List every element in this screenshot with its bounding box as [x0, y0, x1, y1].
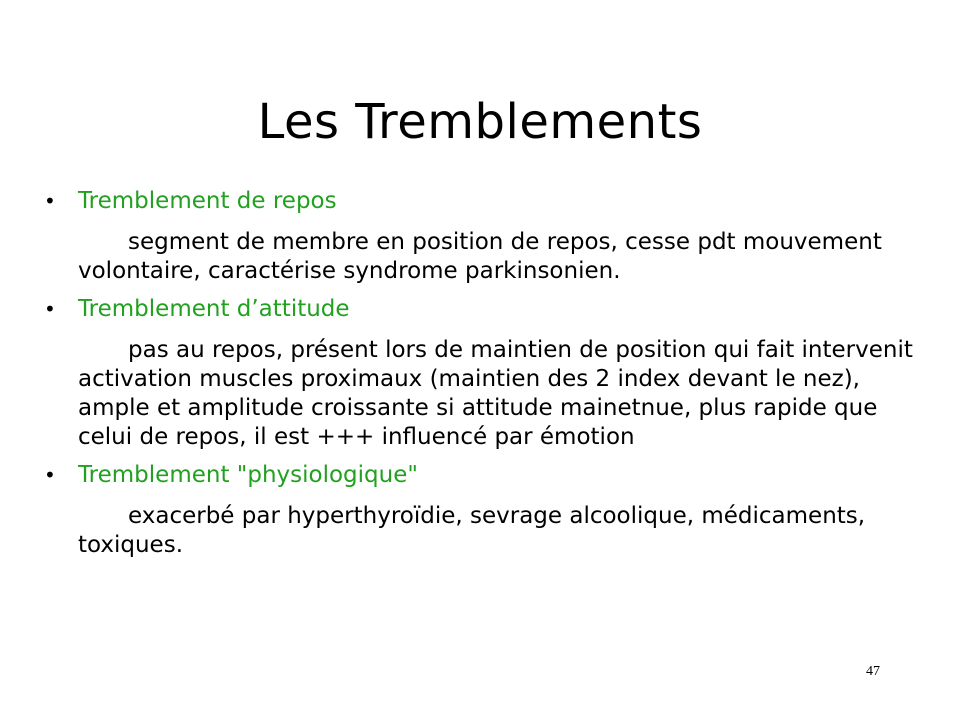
- bullet-list: [44, 184, 924, 566]
- bullet-item-physiologique: [44, 458, 924, 560]
- bullet-heading: Tremblement d’attitude: [78, 296, 350, 322]
- bullet-heading: Tremblement de repos: [78, 188, 337, 214]
- bullet-item-repos: [44, 184, 924, 286]
- bullet-item-attitude: [44, 292, 924, 452]
- bullet-body: pas au repos, présent lors de maintien de position qui fait intervenit activation muscles proximaux (maintien des 2 index devant le nez), ample et amplitude croissante si attitude mainetnue, plus rapide que celui de repos, il est +++ influencé par émotion: [78, 337, 913, 450]
- bullet-body: exacerbé par hyperthyroïdie, sevrage alcoolique, médicaments, toxiques.: [78, 503, 866, 558]
- bullet-body: segment de membre en position de repos, cesse pdt mouvement volontaire, caractérise syndrome parkinsonien.: [78, 229, 882, 284]
- bullet-icon: •: [44, 297, 56, 321]
- page-number: 47: [866, 664, 880, 679]
- bullet-icon: •: [44, 189, 56, 213]
- slide-title: Les Tremblements: [257, 94, 703, 150]
- bullet-icon: •: [44, 463, 56, 487]
- bullet-heading: Tremblement "physiologique": [78, 462, 418, 488]
